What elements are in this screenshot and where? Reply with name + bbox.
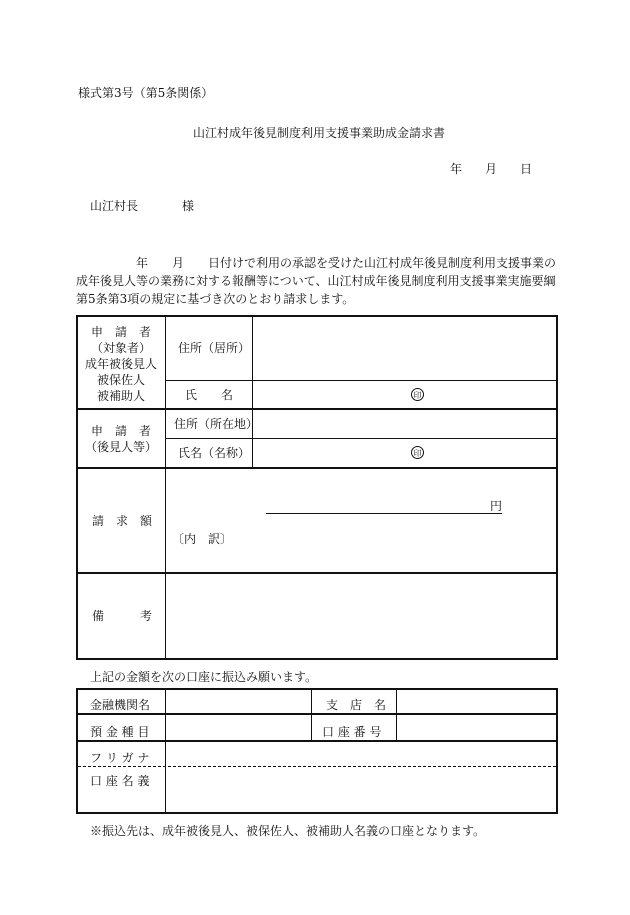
account-number-label: 口 座 番 号 bbox=[322, 725, 382, 739]
footnote: ※振込先は、成年被後見人、被保佐人、被補助人名義の口座となります。 bbox=[90, 824, 486, 838]
furigana-label: フ リ ガ ナ bbox=[90, 751, 150, 765]
guardian-name-label: 氏名（名称） bbox=[178, 446, 251, 460]
claim-currency: 円 bbox=[490, 499, 503, 513]
subject-name-label: 氏 名 bbox=[185, 388, 234, 402]
applicant-subject-label-5: 被補助人 bbox=[96, 389, 145, 403]
claim-amount-underline bbox=[266, 513, 502, 514]
body-line1-month: 月 bbox=[172, 256, 185, 270]
applicant-subject-label-4: 被保佐人 bbox=[96, 373, 145, 387]
body-line3: 第5条第3項の規定に基づき次のとおり請求します。 bbox=[76, 292, 355, 306]
applicant-guardian-label-2: （後見人等） bbox=[84, 440, 157, 454]
body-line1-year: 年 bbox=[136, 256, 149, 270]
guardian-seal-icon: 印 bbox=[411, 446, 424, 459]
date-year-label: 年 bbox=[450, 162, 463, 176]
subject-seal-icon: 印 bbox=[411, 388, 424, 401]
remarks-label: 備 考 bbox=[92, 609, 153, 623]
date-day-label: 日 bbox=[520, 162, 533, 176]
subject-address-label: 住所（居所） bbox=[178, 341, 251, 355]
form-number: 様式第3号（第5条関係） bbox=[78, 86, 214, 100]
applicant-subject-label-1: 申 請 者 bbox=[90, 325, 151, 339]
body-line2: 成年後見人等の業務に対する報酬等について、山江村成年後見制度利用支援事業実施要綱 bbox=[76, 274, 556, 288]
account-holder-label: 口 座 名 義 bbox=[90, 774, 150, 788]
applicant-subject-label-2: （対象者） bbox=[90, 341, 151, 355]
document-title: 山江村成年後見制度利用支援事業助成金請求書 bbox=[193, 126, 446, 140]
claim-amount-label: 請 求 額 bbox=[92, 514, 153, 528]
applicant-subject-label-3: 成年被後見人 bbox=[84, 357, 157, 371]
claim-breakdown-label: 〔内 訳〕 bbox=[172, 532, 233, 546]
addressee-name: 山江村長 bbox=[90, 199, 139, 213]
date-month-label: 月 bbox=[485, 162, 498, 176]
bank-branch-label: 支 店 名 bbox=[326, 698, 387, 712]
applicant-guardian-label-1: 申 請 者 bbox=[90, 424, 151, 438]
addressee-honorific: 様 bbox=[182, 199, 195, 213]
bank-intro: 上記の金額を次の口座に振込み願います。 bbox=[90, 670, 318, 684]
guardian-address-label: 住所（所在地） bbox=[174, 417, 259, 431]
deposit-type-label: 預 金 種 目 bbox=[90, 725, 150, 739]
bank-institution-label: 金融機関名 bbox=[90, 698, 151, 712]
body-line1-rest: 日付けで利用の承認を受けた山江村成年後見制度利用支援事業の bbox=[208, 256, 557, 270]
